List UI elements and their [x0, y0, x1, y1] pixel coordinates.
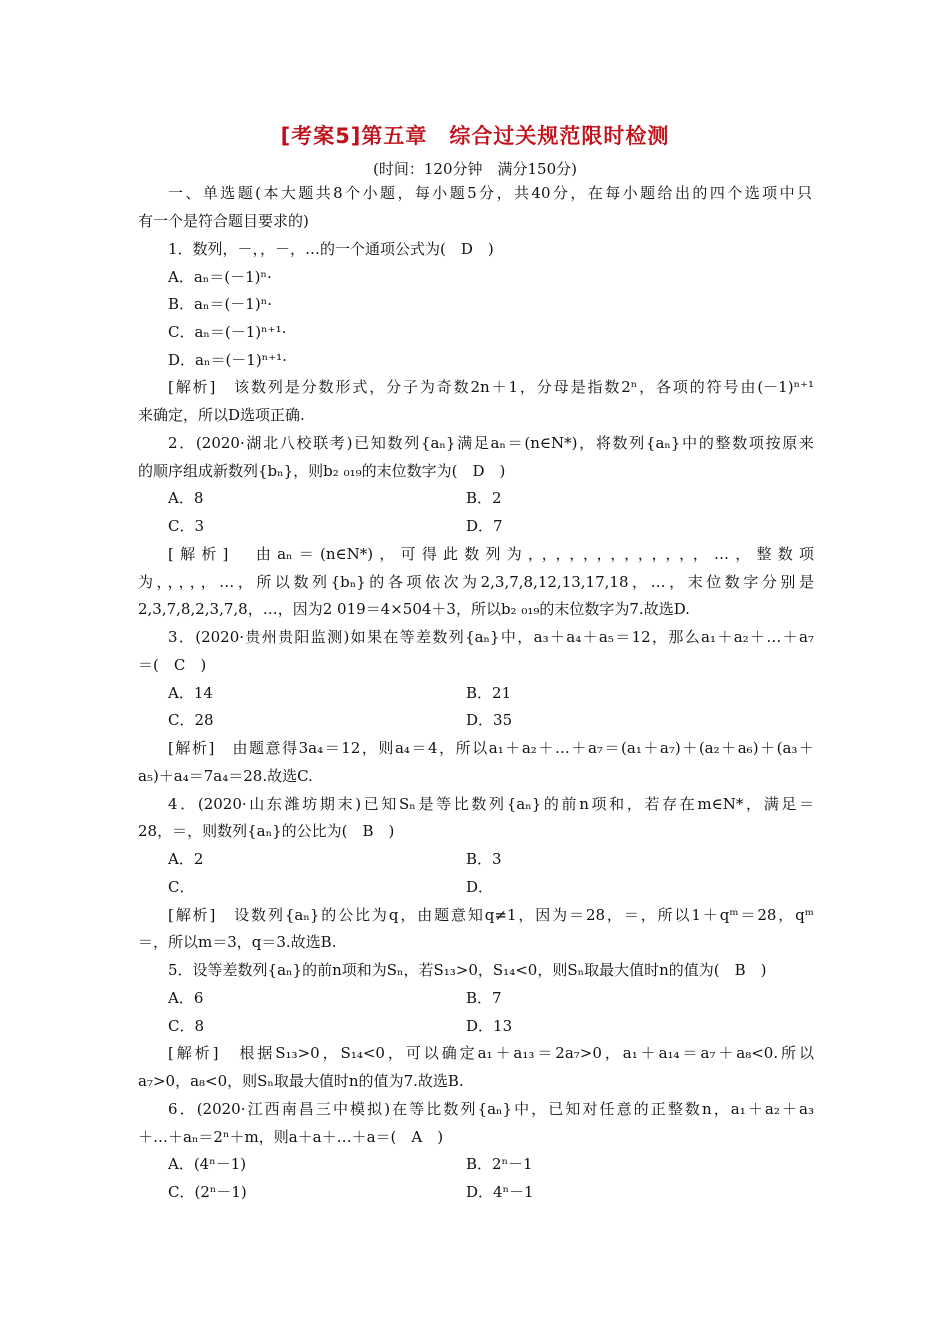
q6-option-d: D．4ⁿ－1	[466, 1183, 534, 1201]
question-6: 6．(2020·江西南昌三中模拟)在等比数列{aₙ}中，已知对任意的正整数n，a₁＋a₂＋a₃	[168, 1100, 814, 1118]
q3-solution: [解析] 由题意得3a₄＝12，则a₄＝4，所以a₁＋a₂＋…＋a₇＝(a₁＋a₇)＋(a₂＋a₆)＋(a₃＋	[168, 739, 814, 757]
q1-option-c: C．aₙ＝(－1)ⁿ⁺¹·	[168, 323, 287, 341]
q1-option-a: A．aₙ＝(－1)ⁿ·	[168, 268, 272, 286]
question-4: 4．(2020·山东潍坊期末)已知Sₙ是等比数列{aₙ}的前n项和，若存在m∈N*，满足＝	[168, 795, 814, 813]
q3-option-a: A．14	[168, 684, 213, 702]
question-2: 2．(2020·湖北八校联考)已知数列{aₙ}满足aₙ＝(n∈N*)，将数列{aₙ}中的整数项按原来	[168, 434, 814, 452]
q2-option-b: B．2	[466, 489, 502, 507]
q2-solution-cont: 2,3,7,8,2,3,7,8，…，因为2 019＝4×504＋3，所以b₂ ₀₁₉的末位数字为7.故选D.	[138, 600, 690, 618]
q2-option-a: A．8	[168, 489, 204, 507]
q4-option-a: A．2	[168, 850, 204, 868]
q4-option-b: B．3	[466, 850, 502, 868]
q1-option-b: B．aₙ＝(－1)ⁿ·	[168, 295, 272, 313]
q6-option-c: C．(2ⁿ－1)	[168, 1183, 247, 1201]
q2-option-c: C．3	[168, 517, 205, 535]
question-5: 5．设等差数列{aₙ}的前n项和为Sₙ，若S₁₃>0，S₁₄<0，则Sₙ取最大值时n的值为( B )	[168, 961, 767, 979]
q1-solution: [解析] 该数列是分数形式，分子为奇数2n＋1，分母是指数2ⁿ，各项的符号由(－1)ⁿ⁺¹	[168, 378, 814, 396]
question-4-cont: 28，＝，则数列{aₙ}的公比为( B )	[138, 822, 395, 840]
q5-option-a: A．6	[168, 989, 204, 1007]
q3-option-c: C．28	[168, 711, 214, 729]
q3-solution-cont: a₅)＋a₄＝7a₄＝28.故选C.	[138, 767, 313, 785]
question-6-cont: ＋…＋aₙ＝2ⁿ＋m，则a＋a＋…＋a＝( A )	[138, 1128, 444, 1146]
q2-option-d: D．7	[466, 517, 503, 535]
question-1: 1．数列，－，，－，…的一个通项公式为( D )	[168, 240, 494, 258]
q2-solution: [解析] 由aₙ＝(n∈N*)，可得此数列为，，，，，，，，，，，，，…，整数项	[168, 545, 814, 563]
question-3-cont: ＝( C )	[138, 656, 207, 674]
q4-option-c: C．	[168, 878, 195, 896]
q1-solution-cont: 来确定，所以D选项正确.	[138, 406, 305, 424]
q3-option-d: D．35	[466, 711, 513, 729]
q5-option-b: B．7	[466, 989, 502, 1007]
question-3: 3．(2020·贵州贵阳监测)如果在等差数列{aₙ}中，a₃＋a₄＋a₅＝12，那么a₁＋a₂＋…＋a₇	[168, 628, 814, 646]
q6-option-a: A．(4ⁿ－1)	[168, 1155, 247, 1173]
q5-solution: [解析] 根据S₁₃>0，S₁₄<0，可以确定a₁＋a₁₃＝2a₇>0，a₁＋a₁₄＝a₇＋a₈<0.所以	[168, 1044, 814, 1062]
q6-option-b: B．2ⁿ－1	[466, 1155, 533, 1173]
q5-option-c: C．8	[168, 1017, 205, 1035]
q2-solution-cont: 为，，，，，…，所以数列{bₙ}的各项依次为2,3,7,8,12,13,17,18，…，末位数字分别是	[138, 573, 814, 591]
section-heading-cont: 有一个是符合题目要求的)	[138, 212, 309, 230]
q5-solution-cont: a₇>0，a₈<0，则Sₙ取最大值时n的值为7.故选B.	[138, 1072, 464, 1090]
question-2-cont: 的顺序组成新数列{bₙ}，则b₂ ₀₁₉的末位数字为( D )	[138, 462, 506, 480]
q5-option-d: D．13	[466, 1017, 513, 1035]
page-title: [考案5]第五章 综合过关规范限时检测	[280, 124, 670, 148]
q1-option-d: D．aₙ＝(－1)ⁿ⁺¹·	[168, 351, 287, 369]
q4-solution-cont: ＝，所以m＝3，q＝3.故选B.	[138, 933, 337, 951]
exam-info: (时间：120分钟 满分150分)	[373, 160, 577, 178]
section-heading: 一、单选题(本大题共8个小题，每小题5分，共40分，在每小题给出的四个选项中只	[168, 184, 812, 202]
q3-option-b: B．21	[466, 684, 512, 702]
q4-solution: [解析] 设数列{aₙ}的公比为q，由题意知q≠1，因为＝28，＝，所以1＋qᵐ＝28，qᵐ	[168, 906, 814, 924]
q4-option-d: D．	[466, 878, 494, 896]
